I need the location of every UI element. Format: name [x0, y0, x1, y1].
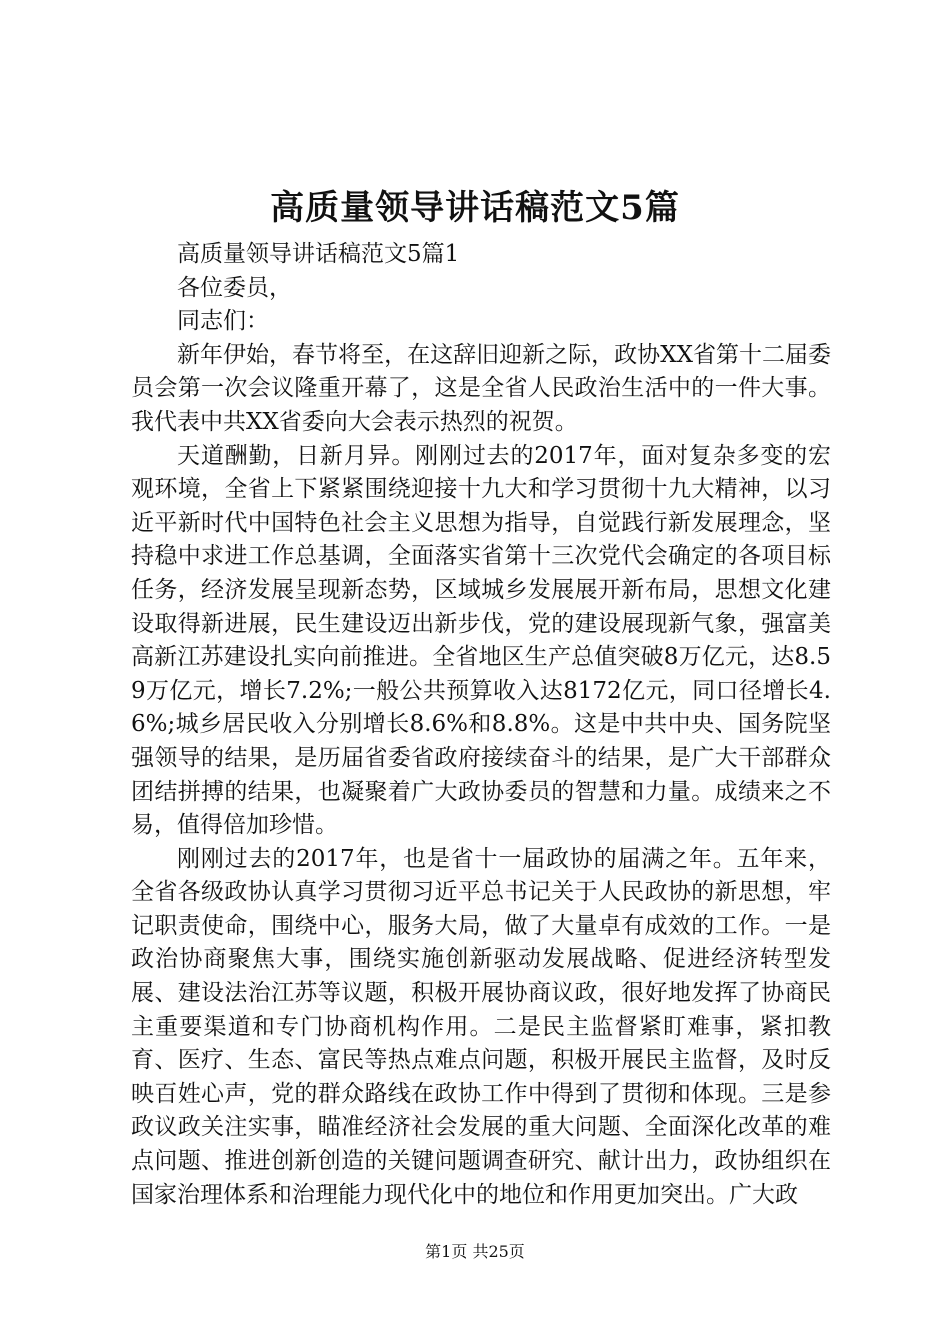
- paragraph-salutation-1: 各位委员，: [177, 274, 292, 301]
- paragraph-body-1: 新年伊始，春节将至，在这辞旧迎新之际，政协XX省第十二届委员会第一次会议隆重开幕了，这是全省人民政治生活中的一件大事。我代表中共XX省委向大会表示热烈的祝贺。: [131, 341, 831, 435]
- page-footer: 第1页 共25页: [425, 1242, 525, 1261]
- document-title: 高质量领导讲话稿范文5篇: [270, 188, 680, 228]
- document-body: [131, 238, 831, 1212]
- paragraph-heading: 高质量领导讲话稿范文5篇1: [177, 241, 460, 267]
- paragraph-body-2: 天道酬勤，日新月异。刚刚过去的2017年，面对复杂多变的宏观环境，全省上下紧紧围绕迎接十九大和学习贯彻十九大精神，以习近平新时代中国特色社会主义思想为指导，自觉践行新发展理念，坚持稳中求进工作总基调，全面落实省第十三次党代会确定的各项目标任务，经济发展呈现新态势，区域城乡发展展开新布局，思想文化建设取得新进展，民生建设迈出新步伐，党的建设展现新气象，强富美高新江苏建设扎实向前推进。全省地区生产总值突破8万亿元，达8.59万亿元，增长7.2%;一般公共预算收入达8172亿元，同口径增长4.6%;城乡居民收入分别增长8.6%和8.8%。这是中共中央、国务院坚强领导的结果，是历届省委省政府接续奋斗的结果，是广大干部群众团结拼搏的结果，也凝聚着广大政协委员的智慧和力量。成绩来之不易，值得倍加珍惜。: [131, 442, 831, 839]
- paragraph-salutation-2: 同志们：: [177, 308, 269, 335]
- paragraph-body-3: 刚刚过去的2017年，也是省十一届政协的届满之年。五年来，全省各级政协认真学习贯彻习近平总书记关于人民政协的新思想，牢记职责使命，围绕中心，服务大局，做了大量卓有成效的工作。一是政治协商聚焦大事，围绕实施创新驱动发展战略、促进经济转型发展、建设法治江苏等议题，积极开展协商议政，很好地发挥了协商民主重要渠道和专门协商机构作用。二是民主监督紧盯难事，紧扣教育、医疗、生态、富民等热点难点问题，积极开展民主监督，及时反映百姓心声，党的群众路线在政协工作中得到了贯彻和体现。三是参政议政关注实事，瞄准经济社会发展的重大问题、全面深化改革的难点问题、推进创新创造的关键问题调查研究、献计出力，政协组织在国家治理体系和治理能力现代化中的地位和作用更加突出。广大政: [131, 845, 831, 1208]
